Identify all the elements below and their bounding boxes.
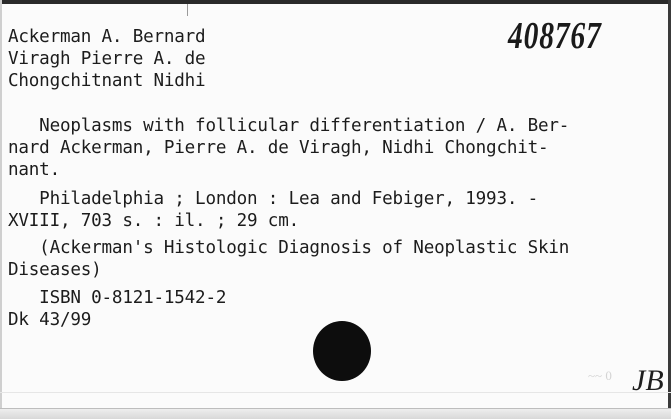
- imprint-line-1: Philadelphia ; London : Lea and Febiger, 1993. -: [8, 189, 539, 209]
- card-top-edge: [0, 0, 671, 4]
- imprint-line-2: XVIII, 703 s. : il. ; 29 cm.: [8, 211, 299, 231]
- title-line-3: nant.: [8, 160, 60, 180]
- series-line-1: (Ackerman's Histologic Diagnosis of Neoplastic Skin: [8, 238, 570, 258]
- title-line-2: nard Ackerman, Pierre A. de Viragh, Nidhi Chongchit-: [8, 138, 549, 158]
- author-line-2: Viragh Pierre A. de: [8, 49, 206, 69]
- series-line-2: Diseases): [8, 260, 102, 280]
- faint-pencil-mark: ~~ 0: [588, 368, 612, 383]
- isbn-line: ISBN 0-8121-1542-2: [8, 288, 227, 308]
- punch-hole: [313, 321, 371, 381]
- author-line-3: Chongchitnant Nidhi: [8, 71, 206, 91]
- author-line-1: Ackerman A. Bernard: [8, 27, 206, 47]
- card-bottom-edge: [0, 408, 671, 419]
- handwritten-initials: JB: [632, 364, 664, 397]
- card-tick-mark: [187, 4, 188, 16]
- card-faint-rule: [0, 392, 671, 393]
- title-line-1: Neoplasms with follicular differentiation / A. Ber-: [8, 116, 570, 136]
- shelf-mark-line: Dk 43/99: [8, 310, 92, 330]
- call-number: 408767: [508, 15, 602, 57]
- card-left-edge: [0, 0, 2, 419]
